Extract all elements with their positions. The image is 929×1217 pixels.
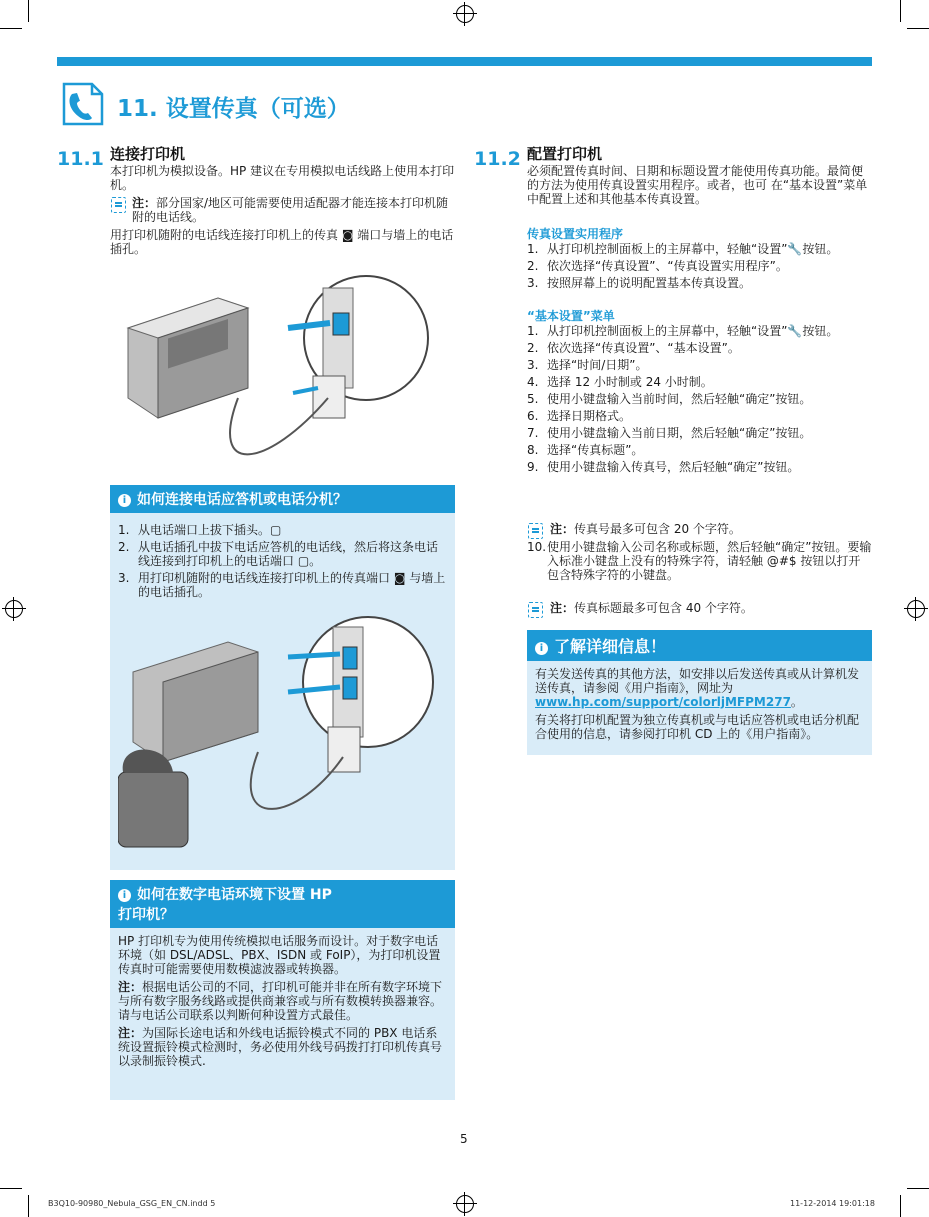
support-link[interactable]: www.hp.com/support/colorljMFPM277 [535, 695, 791, 709]
list-item: 1. 从打印机控制面板上的主屏幕中，轻触“设置”🔧按钮。 [527, 242, 839, 256]
note-text: 部分国家/地区可能需要使用适配器才能连接本打印机随附的电话线。 [132, 196, 449, 224]
crop-mark [900, 1195, 901, 1217]
answering-machine-box [110, 485, 455, 870]
registration-mark [456, 1195, 474, 1213]
box-header [527, 630, 872, 661]
note: 注：为国际长途电话和外线电话振铃模式不同的 PBX 电话系统设置振铃模式检测时，务必使用外线号码拨打打印机传真号以录制振铃模式. [118, 1026, 443, 1068]
steps-list [527, 242, 872, 293]
list-item: 3. 用打印机随附的电话线连接打印机上的传真端口 ◙ 与墙上的电话插孔。 [118, 571, 446, 599]
note-icon [111, 197, 126, 213]
digital-phone-box [110, 880, 455, 1100]
crop-mark [28, 0, 29, 22]
page-number: 5 [460, 1132, 468, 1146]
fax-phone-icon [58, 80, 106, 128]
crop-mark [0, 1188, 22, 1189]
list-item: 1. 从电话端口上拔下插头。▢ [118, 523, 282, 537]
file-name: B3Q10-90980_Nebula_GSG_EN_CN.indd 5 [48, 1199, 216, 1208]
list-item: 1. 从打印机控制面板上的主屏幕中，轻触“设置”🔧按钮。 [527, 324, 839, 338]
paragraph: 必须配置传真时间、日期和标题设置才能使用传真功能。最简便的方法为使用传真设置实用程序。或者，也可 在“基本设置”菜单中配置上述和其他基本传真设置。 [527, 164, 868, 206]
list-item: 5. 使用小键盘输入当前时间，然后轻触“确定”按钮。 [527, 392, 812, 406]
box-title: 如何连接电话应答机或电话分机？ [137, 492, 347, 508]
list-item: 9. 使用小键盘输入传真号，然后轻触“确定”按钮。 [527, 460, 800, 474]
box-header [110, 485, 455, 513]
info-icon: i [535, 642, 548, 655]
note: 注：传真标题最多可包含 40 个字符。 [550, 601, 753, 615]
printer-connection-illustration [108, 268, 458, 478]
paragraph: 有关发送传真的其他方法，如安排以后发送传真或从计算机发送传真，请参阅《用户指南》，网址为 www.hp.com/support/colorljMFPM277。 [535, 667, 860, 709]
section-title: 连接打印机 [110, 145, 186, 163]
crop-mark [907, 1188, 929, 1189]
page-title: 11. 设置传真（可选） [117, 96, 350, 122]
subheading: 传真设置实用程序 [527, 227, 624, 241]
list-item: 3. 按照屏幕上的说明配置基本传真设置。 [527, 276, 752, 290]
note: 注：传真号最多可包含 20 个字符。 [550, 522, 741, 536]
timestamp: 11-12-2014 19:01:18 [790, 1199, 875, 1208]
note-icon [528, 523, 543, 539]
note: 注：根据电话公司的不同，打印机可能并非在所有数字环境下与所有数字服务线路或提供商兼容或与所有数模转换器兼容。请与电话公司联系以判断何种设置方式最佳。 [118, 980, 443, 1022]
top-accent-bar [57, 57, 872, 66]
subheading: “基本设置”菜单 [527, 309, 615, 323]
paragraph: 本打印机为模拟设备。HP 建议在专用模拟电话线路上使用本打印机。 [110, 164, 455, 192]
list-item: 6. 选择日期格式。 [527, 409, 632, 423]
section-number: 11.1 [57, 148, 104, 170]
list-item: 4. 选择 12 小时制或 24 小时制。 [527, 375, 713, 389]
crop-mark [907, 28, 929, 29]
info-icon: i [118, 889, 131, 902]
section-number: 11.2 [474, 148, 521, 170]
registration-mark [5, 600, 23, 618]
registration-mark [907, 600, 925, 618]
paragraph: HP 打印机专为使用传统模拟电话服务而设计。对于数字电话环境（如 DSL/ADSL、PBX、ISDN 或 FoIP），为打印机设置传真时可能需要使用数模滤波器或转换器。 [118, 934, 441, 976]
crop-mark [900, 0, 901, 22]
crop-mark [28, 1195, 29, 1217]
note [132, 196, 454, 224]
note-icon [528, 602, 543, 618]
list-item: 8. 选择“传真标题”。 [527, 443, 644, 457]
list-item: 2. 依次选择“传真设置”、“传真设置实用程序”。 [527, 259, 788, 273]
box-title: 了解详细信息！ [554, 637, 667, 656]
list-item: 7. 使用小键盘输入当前日期，然后轻触“确定”按钮。 [527, 426, 812, 440]
section-title: 配置打印机 [527, 145, 603, 163]
paragraph: 用打印机随附的电话线连接打印机上的传真 ◙ 端口与墙上的电话插孔。 [110, 228, 454, 256]
list-item: 3. 选择“时间/日期”。 [527, 358, 648, 372]
steps-list [527, 324, 872, 477]
paragraph: 有关将打印机配置为独立传真机或与电话应答机或电话分机配合使用的信息，请参阅打印机 CD 上的《用户指南》。 [535, 713, 860, 741]
answering-machine-illustration [118, 602, 448, 857]
box-header [110, 880, 455, 928]
list-item: 10. 使用小键盘输入公司名称或标题，然后轻触“确定”按钮。要输入标准小键盘上没有的特殊字符，请轻触 @#$ 按钮以打开包含特殊字符的小键盘。 [527, 540, 872, 582]
box-title: 如何在数字电话环境下设置 HP 打印机？ [118, 887, 332, 923]
crop-mark [0, 28, 22, 29]
steps-list [118, 523, 447, 599]
info-icon: i [118, 494, 131, 507]
note-label: 注： [132, 196, 157, 210]
learn-more-box [527, 630, 872, 755]
registration-mark [456, 5, 474, 23]
list-item: 2. 从电话插孔中拔下电话应答机的电话线，然后将这条电话线连接到打印机上的电话端口 ▢。 [118, 540, 439, 568]
list-item: 2. 依次选择“传真设置”、“基本设置”。 [527, 341, 740, 355]
